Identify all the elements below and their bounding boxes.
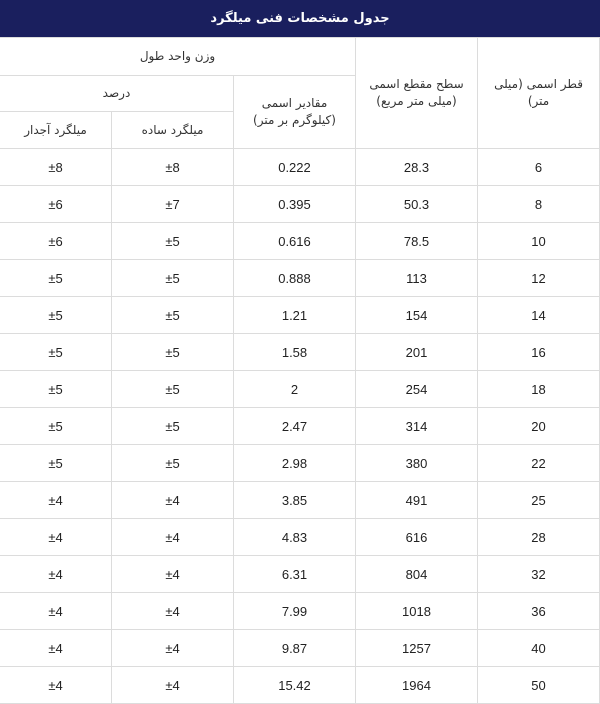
cell-ribbed-tolerance: ±5 bbox=[0, 334, 112, 371]
cell-plain-tolerance: ±5 bbox=[112, 297, 234, 334]
table-row bbox=[0, 519, 600, 556]
cell-nominal-weight: 2 bbox=[234, 371, 356, 408]
cell-ribbed-tolerance: ±6 bbox=[0, 186, 112, 223]
cell-area: 113 bbox=[356, 260, 478, 297]
cell-diameter: 12 bbox=[478, 260, 600, 297]
cell-ribbed-tolerance: ±4 bbox=[0, 630, 112, 667]
table-row bbox=[0, 371, 600, 408]
cell-diameter: 28 bbox=[478, 519, 600, 556]
cell-ribbed-tolerance: ±4 bbox=[0, 593, 112, 630]
cell-nominal-weight: 1.21 bbox=[234, 297, 356, 334]
cell-nominal-weight: 2.98 bbox=[234, 445, 356, 482]
cell-plain-tolerance: ±4 bbox=[112, 482, 234, 519]
cell-ribbed-tolerance: ±4 bbox=[0, 667, 112, 704]
cell-area: 154 bbox=[356, 297, 478, 334]
cell-ribbed-tolerance: ±5 bbox=[0, 260, 112, 297]
cell-nominal-weight: 4.83 bbox=[234, 519, 356, 556]
table-row bbox=[0, 556, 600, 593]
cell-nominal-weight: 1.58 bbox=[234, 334, 356, 371]
cell-plain-tolerance: ±5 bbox=[112, 223, 234, 260]
cell-area: 616 bbox=[356, 519, 478, 556]
table-row bbox=[0, 630, 600, 667]
cell-ribbed-tolerance: ±4 bbox=[0, 482, 112, 519]
cell-plain-tolerance: ±5 bbox=[112, 371, 234, 408]
cell-area: 201 bbox=[356, 334, 478, 371]
cell-ribbed-tolerance: ±8 bbox=[0, 149, 112, 186]
cell-diameter: 18 bbox=[478, 371, 600, 408]
cell-ribbed-tolerance: ±5 bbox=[0, 445, 112, 482]
table-row bbox=[0, 445, 600, 482]
cell-diameter: 14 bbox=[478, 297, 600, 334]
cell-plain-tolerance: ±7 bbox=[112, 186, 234, 223]
cell-nominal-weight: 9.87 bbox=[234, 630, 356, 667]
cell-diameter: 36 bbox=[478, 593, 600, 630]
cell-area: 254 bbox=[356, 371, 478, 408]
cell-ribbed-tolerance: ±6 bbox=[0, 223, 112, 260]
table-row bbox=[0, 593, 600, 630]
cell-area: 78.5 bbox=[356, 223, 478, 260]
cell-ribbed-tolerance: ±4 bbox=[0, 519, 112, 556]
cell-plain-tolerance: ±5 bbox=[112, 445, 234, 482]
header-weight-group: وزن واحد طول bbox=[0, 38, 356, 76]
cell-area: 380 bbox=[356, 445, 478, 482]
cell-area: 804 bbox=[356, 556, 478, 593]
cell-nominal-weight: 2.47 bbox=[234, 408, 356, 445]
cell-nominal-weight: 0.616 bbox=[234, 223, 356, 260]
table-body bbox=[0, 149, 600, 704]
cell-diameter: 16 bbox=[478, 334, 600, 371]
cell-area: 491 bbox=[356, 482, 478, 519]
cell-ribbed-tolerance: ±4 bbox=[0, 556, 112, 593]
cell-plain-tolerance: ±4 bbox=[112, 519, 234, 556]
cell-diameter: 32 bbox=[478, 556, 600, 593]
cell-nominal-weight: 15.42 bbox=[234, 667, 356, 704]
cell-ribbed-tolerance: ±5 bbox=[0, 297, 112, 334]
header-diameter: قطر اسمی (میلی متر) bbox=[478, 38, 600, 149]
cell-nominal-weight: 3.85 bbox=[234, 482, 356, 519]
cell-area: 50.3 bbox=[356, 186, 478, 223]
cell-diameter: 40 bbox=[478, 630, 600, 667]
cell-ribbed-tolerance: ±5 bbox=[0, 371, 112, 408]
cell-diameter: 25 bbox=[478, 482, 600, 519]
cell-area: 28.3 bbox=[356, 149, 478, 186]
cell-diameter: 10 bbox=[478, 223, 600, 260]
table-row bbox=[0, 223, 600, 260]
rebar-spec-table bbox=[0, 37, 600, 704]
cell-plain-tolerance: ±5 bbox=[112, 334, 234, 371]
cell-area: 314 bbox=[356, 408, 478, 445]
header-nominal-weight: مقادیر اسمی (کیلوگرم بر متر) bbox=[234, 76, 356, 149]
cell-diameter: 8 bbox=[478, 186, 600, 223]
cell-plain-tolerance: ±4 bbox=[112, 556, 234, 593]
cell-nominal-weight: 7.99 bbox=[234, 593, 356, 630]
table-row bbox=[0, 408, 600, 445]
table-row bbox=[0, 149, 600, 186]
cell-diameter: 20 bbox=[478, 408, 600, 445]
cell-ribbed-tolerance: ±5 bbox=[0, 408, 112, 445]
table-row bbox=[0, 186, 600, 223]
header-plain: میلگرد ساده bbox=[112, 112, 234, 149]
cell-plain-tolerance: ±8 bbox=[112, 149, 234, 186]
cell-plain-tolerance: ±5 bbox=[112, 408, 234, 445]
table-title: جدول مشخصات فنی میلگرد bbox=[0, 0, 600, 37]
cell-area: 1018 bbox=[356, 593, 478, 630]
cell-plain-tolerance: ±4 bbox=[112, 667, 234, 704]
header-percent: درصد bbox=[0, 76, 234, 112]
cell-nominal-weight: 0.222 bbox=[234, 149, 356, 186]
cell-diameter: 50 bbox=[478, 667, 600, 704]
cell-plain-tolerance: ±4 bbox=[112, 630, 234, 667]
table-row bbox=[0, 667, 600, 704]
cell-diameter: 22 bbox=[478, 445, 600, 482]
cell-nominal-weight: 6.31 bbox=[234, 556, 356, 593]
table-row bbox=[0, 297, 600, 334]
cell-diameter: 6 bbox=[478, 149, 600, 186]
cell-plain-tolerance: ±4 bbox=[112, 593, 234, 630]
cell-area: 1964 bbox=[356, 667, 478, 704]
table-row bbox=[0, 260, 600, 297]
table-row bbox=[0, 482, 600, 519]
cell-nominal-weight: 0.888 bbox=[234, 260, 356, 297]
cell-plain-tolerance: ±5 bbox=[112, 260, 234, 297]
cell-area: 1257 bbox=[356, 630, 478, 667]
header-area: سطح مقطع اسمی (میلی متر مربع) bbox=[356, 38, 478, 149]
header-ribbed: میلگرد آجدار bbox=[0, 112, 112, 149]
cell-nominal-weight: 0.395 bbox=[234, 186, 356, 223]
table-row bbox=[0, 334, 600, 371]
